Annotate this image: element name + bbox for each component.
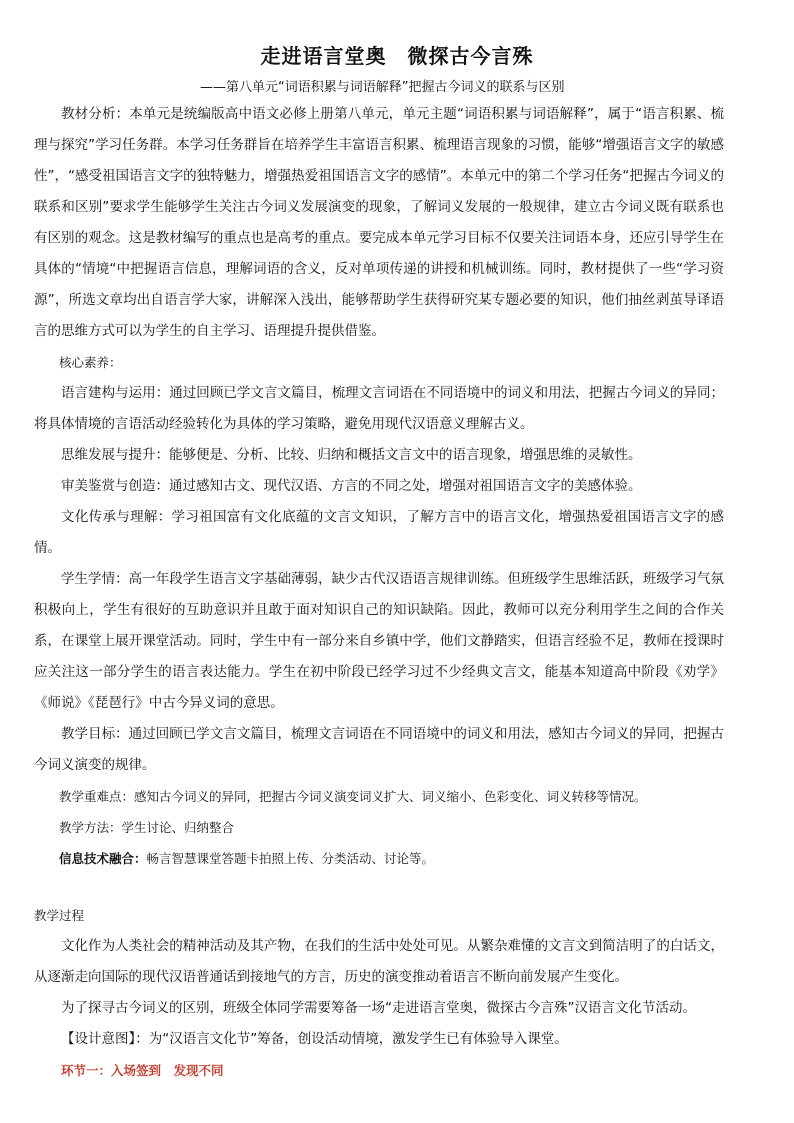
literacy-language-paragraph: 语言建构与运用：通过回顾已学文言文篇目，梳理文言词语在不同语境中的词义和用法，把握古今词义的异同；将具体情境的言语活动经验转化为具体的学习策略，避免用现代汉语意义理解古义。 — [34, 385, 724, 432]
tech-integration-paragraph — [34, 843, 724, 874]
design-intent-paragraph: 【设计意图】：为“汉语言文化节”筹备，创设活动情境，激发学生已有体验导入课堂。 — [61, 1031, 568, 1047]
process-paragraph-1: 文化作为人类社会的精神活动及其产物，在我们的生活中处处可见。从繁杂难懂的文言文到简洁明了的白话文，从逐渐走向国际的现代汉语普通话到接地气的方言，历史的演变推动着语言不断向前发展产生变化。 — [34, 938, 724, 985]
literacy-aesthetic-paragraph: 审美鉴赏与创造：通过感知古文、现代汉语、方言的不同之处，增强对祖国语言文字的美感体验。 — [61, 478, 642, 494]
literacy-thinking-paragraph: 思维发展与提升：能够便是、分析、比较、归纳和概括文言文中的语言现象，增强思维的灵敏性。 — [61, 447, 642, 463]
tech-integration-label: 信息技术融合： — [59, 851, 147, 866]
key-difficulty-paragraph: 教学重难点：感知古今词义的异同，把握古今词义演变词义扩大、词义缩小、色彩变化、词义转移等情况。 — [59, 789, 647, 804]
core-literacy-label: 核心素养： — [59, 355, 122, 370]
section-one-label: 环节一：入场签到 发现不同 — [61, 1063, 224, 1078]
teaching-process-heading: 教学过程 — [34, 908, 85, 923]
literacy-culture-paragraph: 文化传承与理解：学习祖国富有文化底蕴的文言文知识，了解方言中的语言文化，增强热爱祖国语言文字的感情。 — [34, 509, 724, 556]
teaching-goal-paragraph: 教学目标：通过回顾已学文言文篇目，梳理文言词语在不同语境中的词义和用法，感知古今词义的异同，把握古今词义演变的规律。 — [34, 726, 724, 773]
document-title: 走进语言堂奥 微探古今言殊 — [260, 44, 534, 68]
student-analysis-paragraph: 学生学情：高一年段学生语言文字基础薄弱，缺少古代汉语语言规律训练。但班级学生思维活跃，班级学习气氛积极向上，学生有很好的互助意识并且敢于面对知识自己的知识缺陷。因此，教师可以充分利用学生之间的合作关系，在课堂上展开课堂活动。同时，学生中有一部分来自乡镇中学，他们文静踏实，但语言经验不足，教师在授课时应关注这一部分学生的语言表达能力。学生在初中阶段已经学习过不少经典文言文，能基本知道高中阶段《劝学》《师说》《琵琶行》中古今异义词的意思。 — [34, 571, 724, 711]
tech-integration-text: 畅言智慧课堂答题卡拍照上传、分类活动、讨论等。 — [146, 851, 435, 866]
document-body — [34, 99, 724, 1087]
textbook-analysis-paragraph: 教材分析：本单元是统编版高中语文必修上册第八单元，单元主题“词语积累与词语解释”，属于“语言积累、梳理与探究”学习任务群。本学习任务群旨在培养学生丰富语言积累、梳理语言现象的习惯，能够“增强语言文字的敏感性”，“感受祖国语言文字的独特魅力，增强热爱祖国语言文字的感情”。本单元中的第二个学习任务“把握古今词义的联系和区别”要求学生能够学生关注古今词义发展演变的现象，了解词义发展的一般规律，建立古今词义既有联系也有区别的观念。这是教材编写的重点也是高考的重点。要完成本单元学习目标不仅要关注词语本身，还应引导学生在具体的“情境“中把握语言信息，理解词语的含义，反对单项传递的讲授和机械训练。同时，教材提供了一些“学习资源”，所选文章均出自语言学大家，讲解深入浅出，能够帮助学生获得研究某专题必要的知识，他们抽丝剥茧导译语言的思维方式可以为学生的自主学习、语理提升提供借鉴。 — [34, 106, 724, 339]
section-spacer — [34, 874, 724, 900]
teaching-method-paragraph: 教学方法：学生讨论、归纳整合 — [59, 820, 235, 835]
document-subtitle: ——第八单元“词语积累与词语解释”把握古今词义的联系与区别 — [200, 80, 565, 95]
process-paragraph-2: 为了探寻古今词义的区别，班级全体同学需要筹备一场“走进语言堂奥，微探古今言殊”汉语言文化节活动。 — [61, 1000, 696, 1016]
section-one-heading — [34, 1055, 724, 1087]
